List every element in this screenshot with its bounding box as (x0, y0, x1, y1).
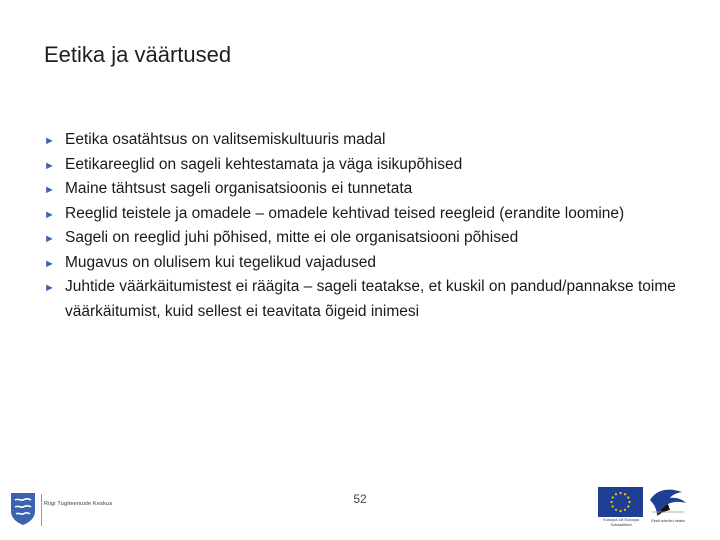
bullet-arrow-icon: ► (44, 257, 55, 270)
eesti-tuleviku-heaks-logo (648, 486, 688, 530)
bullet-text: Juhtide väärkäitumistest ei räägita – sageli teatakse, et kuskil on pandud/pannakse toime väärkäitumist, kuid sellest ei teavitata õigeid inimesi (65, 278, 676, 320)
eesti-tuleviku-heaks-swallow-icon (648, 486, 688, 518)
bullet-item (44, 202, 694, 227)
eu-flag-icon (598, 487, 643, 517)
page-number: 52 (353, 492, 367, 506)
bullet-text: Maine tähtsust sageli organisatsioonis ei tunnetata (65, 180, 413, 197)
bullet-text: Sageli on reeglid juhi põhised, mitte ei ole organisatsiooni põhised (65, 229, 519, 246)
eesti-tuleviku-heaks-caption: Eesti tuleviku heaks (651, 519, 685, 523)
bullet-arrow-icon: ► (44, 233, 55, 245)
org-name: Riigi Tugiteenuste Keskus (44, 501, 113, 507)
bullet-arrow-icon: ► (44, 159, 55, 172)
bullet-text: Eetika osatähtsus on valitsemiskultuuris madal (65, 131, 386, 148)
bullet-item (44, 153, 694, 178)
estonian-coat-of-arms-icon (10, 492, 36, 526)
bullet-arrow-icon: ► (44, 184, 55, 196)
bullet-item (44, 251, 694, 276)
bullet-item (44, 275, 694, 324)
slide-title: Eetika ja väärtused (44, 42, 232, 67)
bullet-arrow-icon: ► (44, 282, 55, 294)
bullet-text: Reeglid teistele ja omadele – omadele kehtivad teised reegleid (erandite loomine) (65, 204, 625, 222)
bullet-list (44, 128, 694, 324)
eu-logo-caption: Euroopa Liit Euroopa Sotsiaalfond (603, 518, 639, 527)
bullet-arrow-icon: ► (44, 135, 55, 147)
logo-divider (41, 494, 42, 526)
rtk-logo (10, 492, 120, 528)
eu-logo (598, 487, 644, 529)
bullet-text: Mugavus on olulisem kui tegelikud vajadused (65, 253, 377, 271)
bullet-text: Eetikareeglid on sageli kehtestamata ja väga isikupõhised (65, 155, 463, 173)
bullet-item (44, 177, 694, 202)
bullet-item (44, 226, 694, 251)
bullet-arrow-icon: ► (44, 208, 55, 221)
bullet-item (44, 128, 694, 153)
